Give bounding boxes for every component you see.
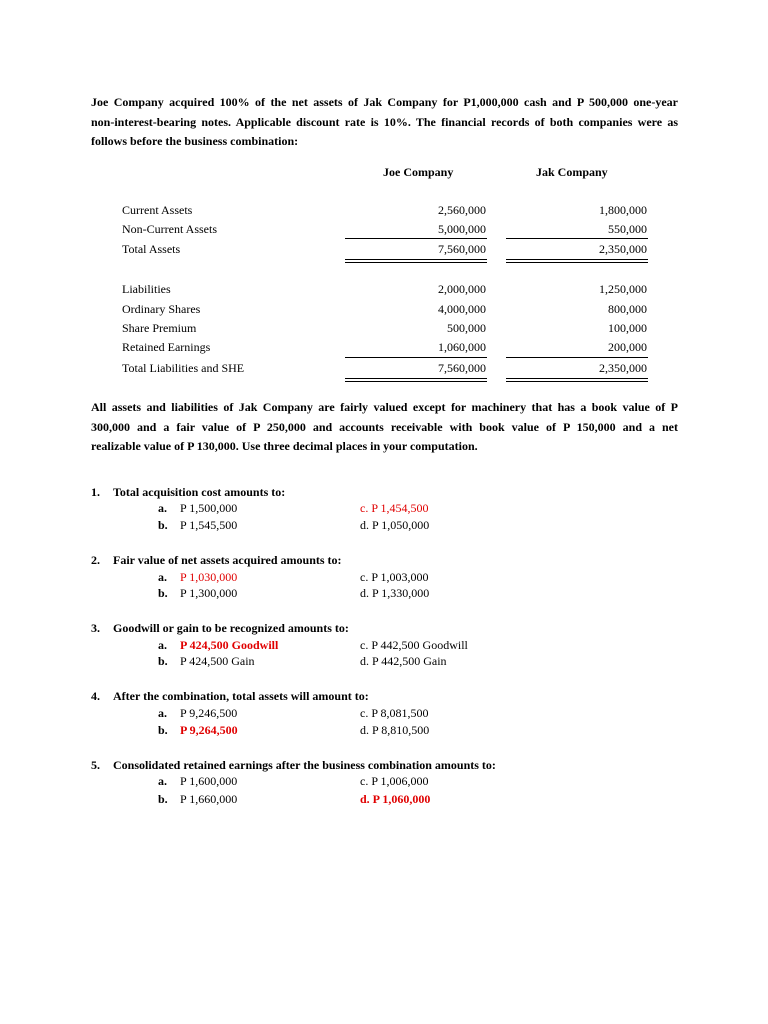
q1-option-a-letter: a. [158, 501, 167, 515]
double-rule-total-assets-jak-2 [506, 262, 648, 263]
q2-option-c: c. P 1,003,000 [360, 570, 429, 584]
q3-option-a-answer: P 424,500 Goodwill [180, 638, 279, 652]
note-paragraph [91, 398, 678, 457]
question-3-number: 3. [91, 621, 100, 635]
q3-option-a-letter: a. [158, 638, 167, 652]
q3-option-b-letter: b. [158, 654, 168, 668]
double-rule-total-assets-joe-2 [345, 262, 487, 263]
jak-total-assets: 2,350,000 [599, 242, 647, 256]
jak-retained-earnings: 200,000 [608, 340, 647, 354]
q1-option-b-letter: b. [158, 518, 168, 532]
question-3-text: Goodwill or gain to be recognized amounts to: [113, 621, 349, 635]
q1-option-d: d. P 1,050,000 [360, 518, 430, 532]
q3-option-b: P 424,500 Gain [180, 654, 255, 668]
rule-above-total-assets-jak [506, 238, 648, 239]
joe-liabilities: 2,000,000 [438, 282, 486, 296]
joe-share-premium: 500,000 [447, 321, 486, 335]
row-label-ordinary-shares: Ordinary Shares [122, 302, 201, 316]
question-2-number: 2. [91, 553, 100, 567]
double-rule-total-liab-joe-2 [345, 381, 487, 382]
q3-option-d: d. P 442,500 Gain [360, 654, 447, 668]
jak-share-premium: 100,000 [608, 321, 647, 335]
q4-option-b-letter: b. [158, 723, 168, 737]
row-label-current-assets: Current Assets [122, 203, 193, 217]
q2-option-a-answer: P 1,030,000 [180, 570, 238, 584]
q4-option-b-answer: P 9,264,500 [180, 723, 238, 737]
q5-option-c: c. P 1,006,000 [360, 774, 429, 788]
intro-line-2: non-interest-bearing notes. Applicable discount rate is 10%. The financial records of both companies were as [91, 114, 678, 129]
q5-option-b-letter: b. [158, 792, 168, 806]
joe-total-liabilities-she: 7,560,000 [438, 361, 486, 375]
jak-total-liabilities-she: 2,350,000 [599, 361, 647, 375]
joe-ordinary-shares: 4,000,000 [438, 302, 486, 316]
intro-line-1: Joe Company acquired 100% of the net assets of Jak Company for P1,000,000 cash and P 500,000 one-year [91, 95, 678, 109]
question-5-text: Consolidated retained earnings after the business combination amounts to: [113, 758, 496, 772]
rule-above-total-assets-joe [345, 238, 487, 239]
double-rule-total-assets-joe-1 [345, 259, 487, 260]
note-line-3: realizable value of P 130,000. Use three decimal places in your computation. [91, 439, 478, 453]
q4-option-a: P 9,246,500 [180, 706, 238, 720]
jak-ordinary-shares: 800,000 [608, 302, 647, 316]
q3-option-c: c. P 442,500 Goodwill [360, 638, 468, 652]
question-4-number: 4. [91, 689, 100, 703]
q4-option-d: d. P 8,810,500 [360, 723, 430, 737]
note-line-2: 300,000 and a fair value of P 250,000 and accounts receivable with book value of P 150,000 and a net [91, 419, 678, 434]
q2-option-d: d. P 1,330,000 [360, 586, 430, 600]
double-rule-total-liab-jak-2 [506, 381, 648, 382]
q5-option-a: P 1,600,000 [180, 774, 238, 788]
question-1-text: Total acquisition cost amounts to: [113, 485, 286, 499]
row-label-share-premium: Share Premium [122, 321, 197, 335]
row-label-liabilities: Liabilities [122, 282, 171, 296]
q1-option-a: P 1,500,000 [180, 501, 238, 515]
row-label-total-assets: Total Assets [122, 242, 181, 256]
q2-option-b-letter: b. [158, 586, 168, 600]
header-joe-company: Joe Company [383, 165, 454, 179]
row-label-retained-earnings: Retained Earnings [122, 340, 211, 354]
q5-option-d-answer: d. P 1,060,000 [360, 792, 431, 806]
q2-option-a-letter: a. [158, 570, 167, 584]
row-label-total-liabilities-she: Total Liabilities and SHE [122, 361, 245, 375]
jak-liabilities: 1,250,000 [599, 282, 647, 296]
note-line-1: All assets and liabilities of Jak Company are fairly valued except for machinery that has a book value of P [91, 400, 678, 414]
question-1-number: 1. [91, 485, 100, 499]
q4-option-c: c. P 8,081,500 [360, 706, 429, 720]
question-4-text: After the combination, total assets will amount to: [113, 689, 369, 703]
rule-above-total-liab-jak [506, 357, 648, 358]
q4-option-a-letter: a. [158, 706, 167, 720]
double-rule-total-liab-jak-1 [506, 378, 648, 379]
joe-retained-earnings: 1,060,000 [438, 340, 486, 354]
intro-paragraph [91, 93, 678, 152]
q5-option-b: P 1,660,000 [180, 792, 238, 806]
jak-noncurrent-assets: 550,000 [608, 222, 647, 236]
q2-option-b: P 1,300,000 [180, 586, 238, 600]
question-5-number: 5. [91, 758, 100, 772]
row-label-noncurrent-assets: Non-Current Assets [122, 222, 217, 236]
double-rule-total-liab-joe-1 [345, 378, 487, 379]
rule-above-total-liab-joe [345, 357, 487, 358]
q1-option-c-answer: c. P 1,454,500 [360, 501, 429, 515]
q5-option-a-letter: a. [158, 774, 167, 788]
joe-noncurrent-assets: 5,000,000 [438, 222, 486, 236]
joe-current-assets: 2,560,000 [438, 203, 486, 217]
double-rule-total-assets-jak-1 [506, 259, 648, 260]
header-jak-company: Jak Company [536, 165, 608, 179]
joe-total-assets: 7,560,000 [438, 242, 486, 256]
q1-option-b: P 1,545,500 [180, 518, 238, 532]
intro-line-3: follows before the business combination: [91, 134, 299, 148]
jak-current-assets: 1,800,000 [599, 203, 647, 217]
question-2-text: Fair value of net assets acquired amounts to: [113, 553, 342, 567]
